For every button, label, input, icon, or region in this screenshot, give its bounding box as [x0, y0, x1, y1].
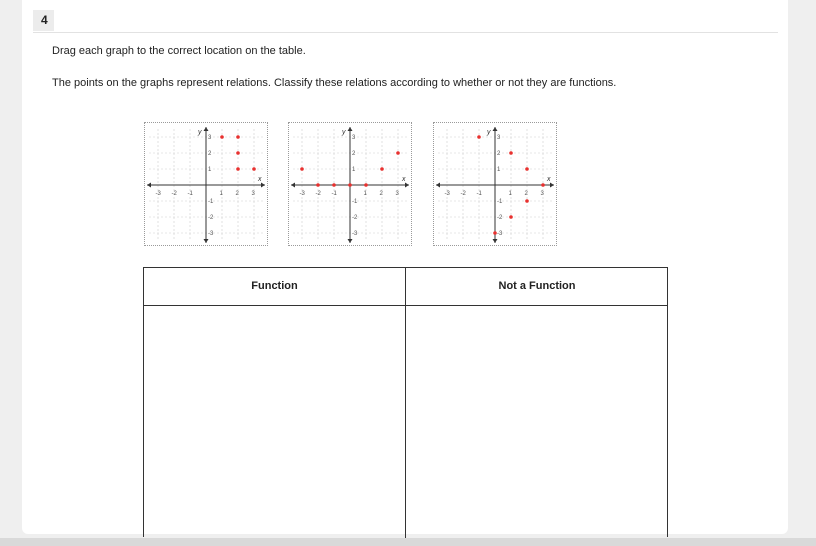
x-tick-label: -1 — [331, 191, 337, 197]
question-number: 4 — [33, 10, 54, 31]
y-tick-label: -1 — [352, 199, 358, 205]
y-tick-label: 1 — [208, 167, 212, 173]
classification-table — [143, 267, 668, 537]
graph-card-3[interactable] — [433, 122, 557, 246]
x-tick-label: 1 — [219, 191, 223, 197]
x-tick-label: 1 — [363, 191, 367, 197]
y-tick-label: -3 — [352, 231, 358, 237]
data-point — [541, 183, 545, 187]
data-point — [236, 167, 240, 171]
not-function-drop-zone[interactable] — [406, 306, 668, 538]
x-tick-label: 3 — [540, 191, 544, 197]
instruction-text: Drag each graph to the correct location on the table. — [52, 45, 306, 57]
x-tick-label: -3 — [155, 191, 161, 197]
x-tick-label: -3 — [444, 191, 450, 197]
y-tick-label: -3 — [208, 231, 214, 237]
data-point — [300, 167, 304, 171]
x-tick-label: -1 — [187, 191, 193, 197]
data-point — [348, 183, 352, 187]
y-tick-label: 3 — [208, 135, 212, 141]
not-function-column-header: Not a Function — [406, 268, 668, 306]
y-tick-label: -3 — [497, 231, 503, 237]
data-point — [509, 215, 513, 219]
y-tick-label: -1 — [208, 199, 214, 205]
y-axis-label: y — [342, 129, 346, 136]
x-tick-label: 3 — [395, 191, 399, 197]
data-point — [332, 183, 336, 187]
x-tick-label: 3 — [251, 191, 255, 197]
prompt-text: The points on the graphs represent relations. Classify these relations according to whether or not they are functions. — [52, 77, 617, 89]
graph-card-2[interactable] — [288, 122, 412, 246]
y-axis-label: y — [198, 129, 202, 136]
x-tick-label: -1 — [476, 191, 482, 197]
data-point — [525, 199, 529, 203]
graph-card-1[interactable] — [144, 122, 268, 246]
x-tick-label: 2 — [235, 191, 239, 197]
data-point — [509, 151, 513, 155]
y-tick-label: -2 — [352, 215, 358, 221]
x-axis-label: x — [402, 176, 406, 183]
y-tick-label: -2 — [497, 215, 503, 221]
data-point — [364, 183, 368, 187]
x-axis-label: x — [547, 176, 551, 183]
data-point — [220, 135, 224, 139]
x-tick-label: -3 — [299, 191, 305, 197]
y-tick-label: 3 — [352, 135, 356, 141]
data-point — [380, 167, 384, 171]
x-tick-label: 2 — [524, 191, 528, 197]
x-tick-label: -2 — [460, 191, 466, 197]
data-point — [236, 135, 240, 139]
divider — [33, 32, 778, 33]
y-tick-label: 3 — [497, 135, 501, 141]
x-tick-label: -2 — [315, 191, 321, 197]
function-column-header: Function — [144, 268, 405, 306]
y-tick-label: 2 — [352, 151, 356, 157]
data-point — [236, 151, 240, 155]
y-tick-label: -2 — [208, 215, 214, 221]
data-point — [493, 231, 497, 235]
data-point — [316, 183, 320, 187]
bottom-scrollbar — [0, 538, 816, 546]
y-tick-label: 1 — [497, 167, 501, 173]
y-tick-label: 1 — [352, 167, 356, 173]
data-point — [525, 167, 529, 171]
function-drop-zone[interactable] — [144, 306, 405, 538]
x-tick-label: 2 — [379, 191, 383, 197]
data-point — [396, 151, 400, 155]
y-tick-label: 2 — [497, 151, 501, 157]
x-tick-label: -2 — [171, 191, 177, 197]
data-point — [252, 167, 256, 171]
data-point — [477, 135, 481, 139]
x-tick-label: 1 — [508, 191, 512, 197]
x-axis-label: x — [258, 176, 262, 183]
y-tick-label: -1 — [497, 199, 503, 205]
y-tick-label: 2 — [208, 151, 212, 157]
y-axis-label: y — [487, 129, 491, 136]
